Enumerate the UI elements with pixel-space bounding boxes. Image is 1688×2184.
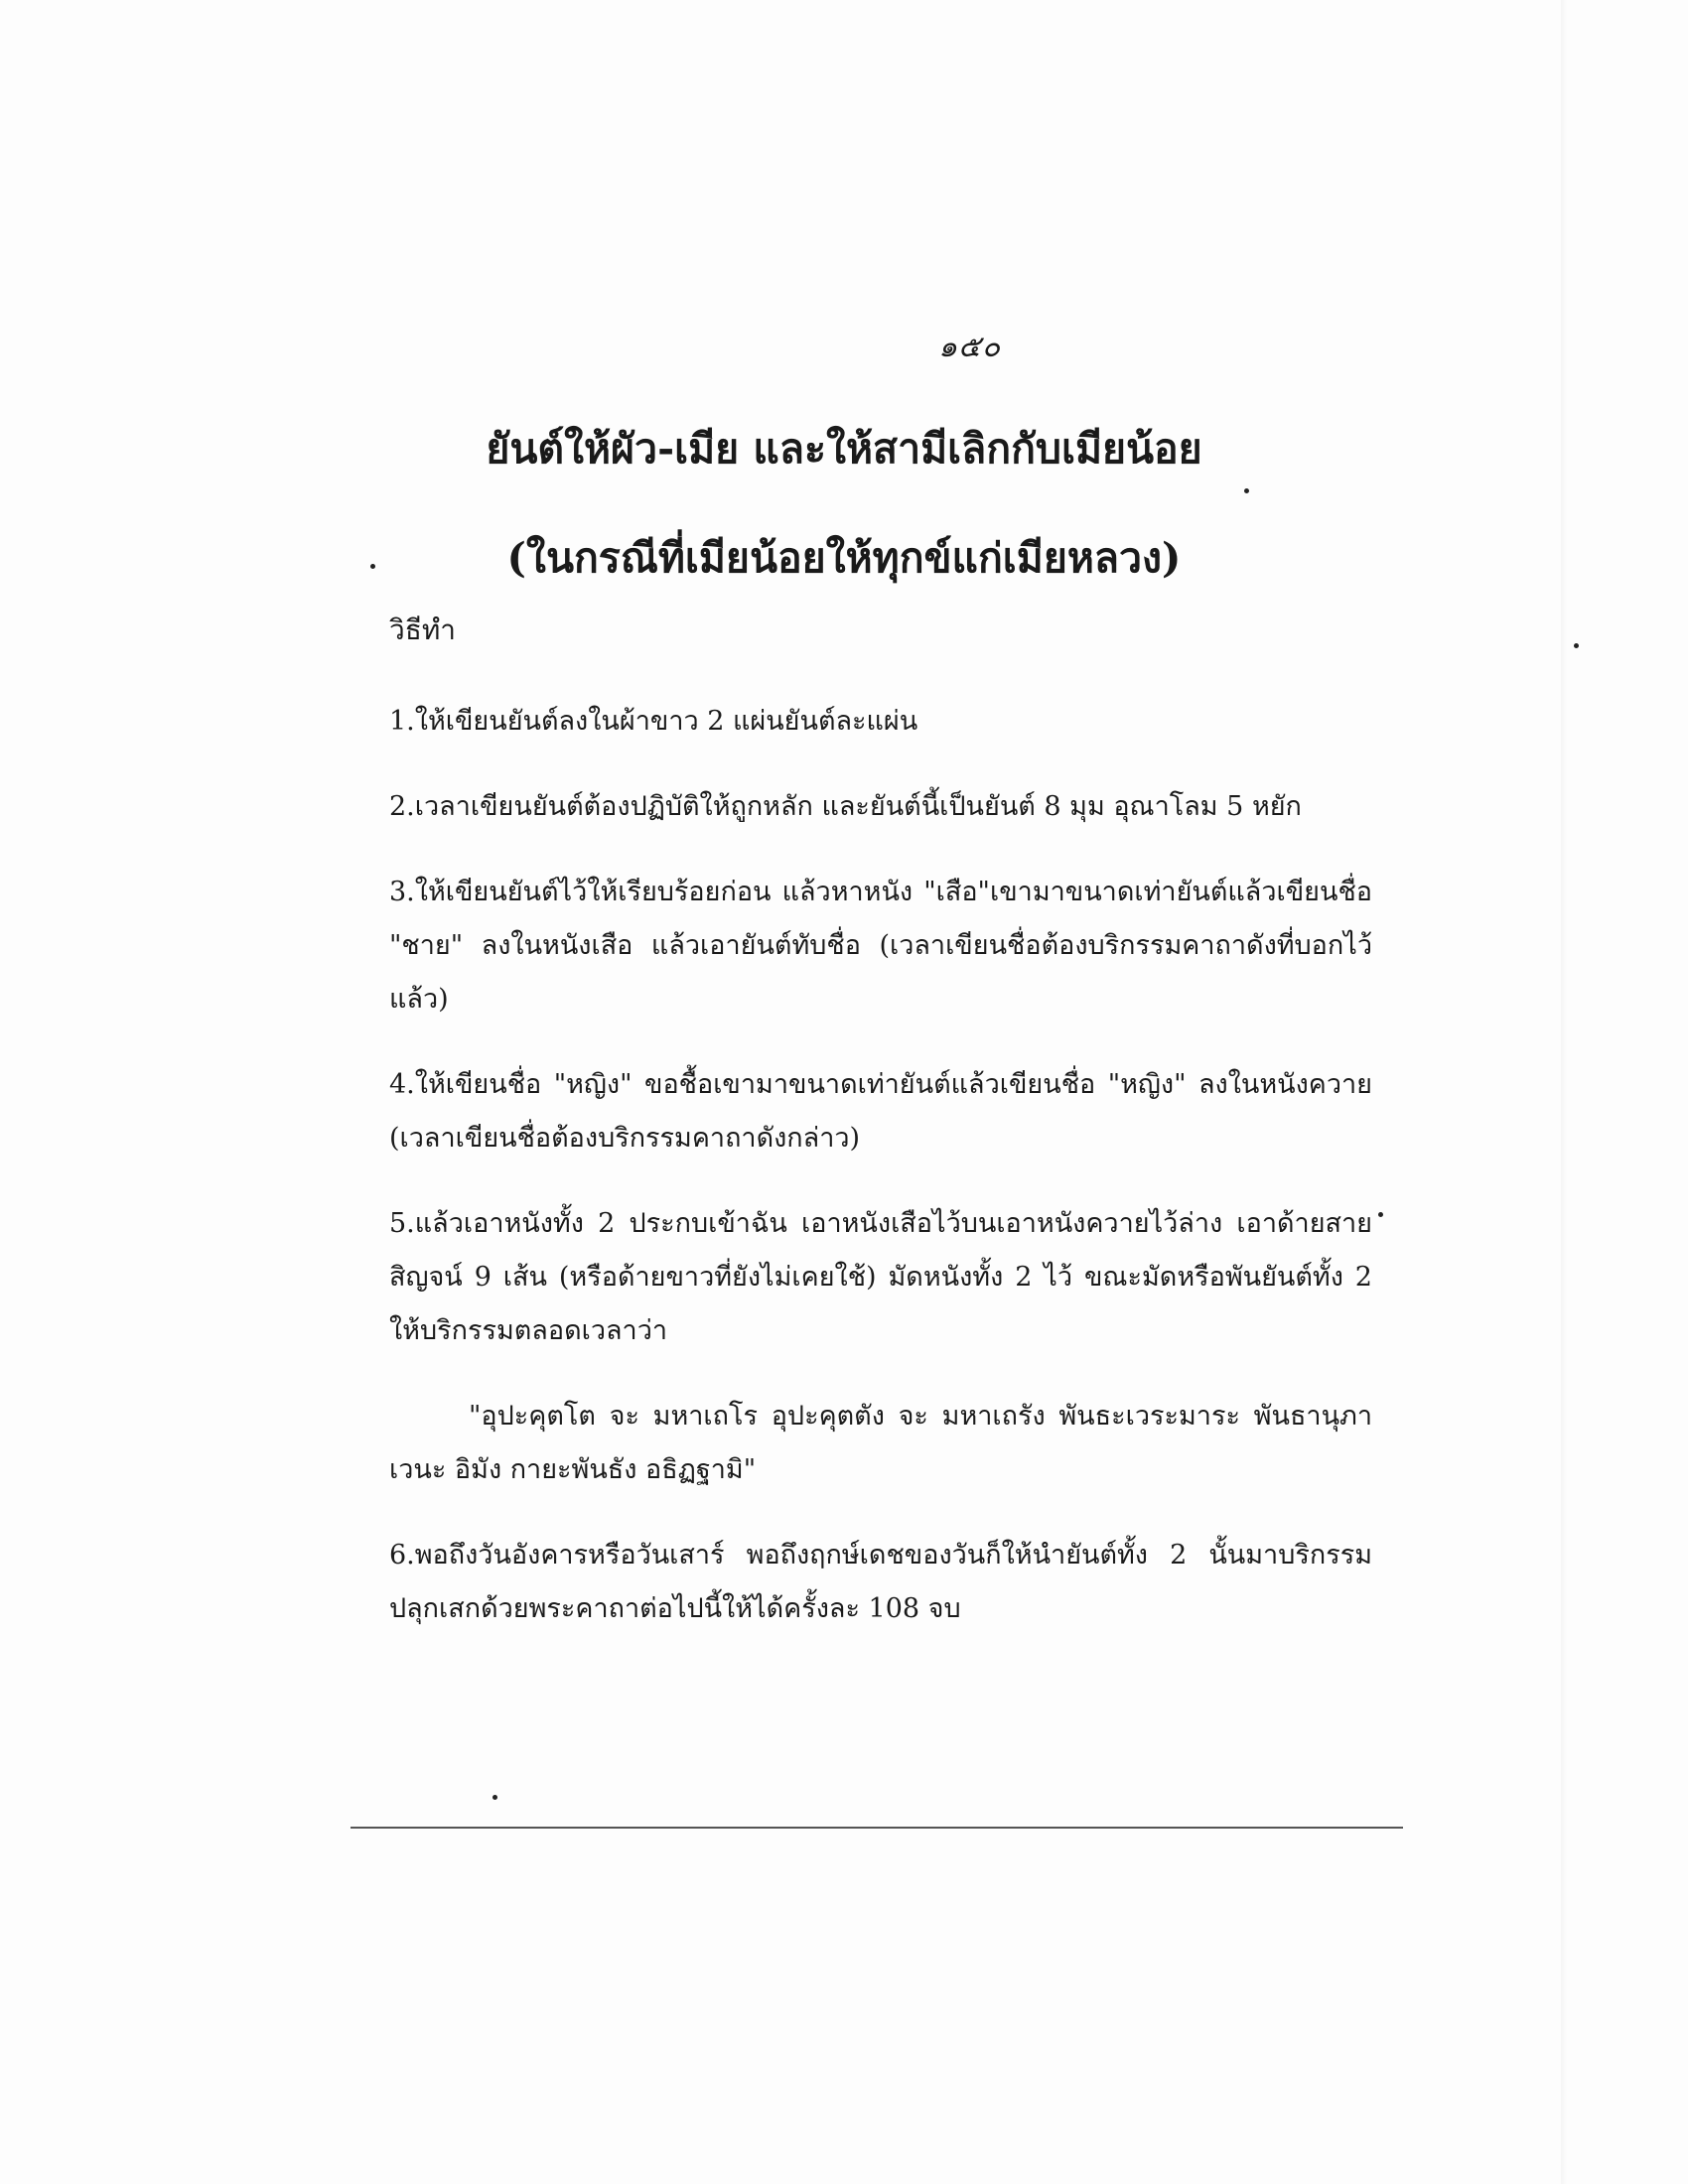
scan-speck xyxy=(370,564,375,569)
page-number: ๑๕๐ xyxy=(938,330,1002,364)
scan-speck xyxy=(1244,488,1249,493)
paragraph-step-3: 3.ให้เขียนยันต์ไว้ให้เรียบร้อยก่อน แล้วหาหนัง "เสือ"เขามาขนาดเท่ายันต์แล้วเขียนชื่อ "ชาย" ลงในหนังเสือ แล้วเอายันต์ทับชื่อ (เวลาเขียนชื่อต้องบริกรรมคาถาดังที่บอกไว้แล้ว) xyxy=(389,877,1372,1015)
scan-speck xyxy=(1378,1212,1383,1217)
section-heading: วิธีทำ xyxy=(389,614,456,646)
paragraph-step-6: 6.พอถึงวันอังคารหรือวันเสาร์ พอถึงฤกษ์เดชของวันก็ให้นำยันต์ทั้ง 2 นั้นมาบริกรรมปลุกเสกด้วยพระคาถาต่อไปนี้ให้ได้ครั้งละ 108 จบ xyxy=(389,1540,1372,1624)
paragraph-step-1: 1.ให้เขียนยันต์ลงในผ้าขาว 2 แผ่นยันต์ละแผ่น xyxy=(389,706,918,737)
paragraph-step-5: 5.แล้วเอาหนังทั้ง 2 ประกบเข้าฉัน เอาหนังเสือไว้บนเอาหนังควายไว้ล่าง เอาด้ายสายสิญจน์ 9 เส้น (หรือด้ายขาวที่ยังไม่เคยใช้) มัดหนังทั้ง 2 ไว้ ขณะมัดหรือพันยันต์ทั้ง 2 ให้บริกรรมตลอดเวลาว่า xyxy=(389,1208,1372,1346)
paragraph-step-4: 4.ให้เขียนชื่อ "หญิง" ขอชื้อเขามาขนาดเท่ายันต์แล้วเขียนชื่อ "หญิง" ลงในหนังควาย (เวลาเขียนชื่อต้องบริกรรมคาถาดังกล่าว) xyxy=(389,1069,1372,1154)
paragraph-incantation: "อุปะคุตโต จะ มหาเถโร อุปะคุตตัง จะ มหาเถรัง พันธะเวระมาระ พันธานุภาเวนะ อิมัง กายะพันธัง อธิฏฐามิ" xyxy=(389,1401,1372,1485)
scan-edge-shadow xyxy=(1561,0,1567,2184)
bottom-divider xyxy=(351,1827,1403,1829)
document-subtitle: (ในกรณีที่เมียน้อยให้ทุกข์แก่เมียหลวง) xyxy=(506,534,1182,582)
document-title: ยันต์ให้ผัว-เมีย และให้สามีเลิกกับเมียน้อย xyxy=(486,425,1202,473)
scan-speck xyxy=(492,1795,497,1800)
scan-speck xyxy=(1574,643,1579,648)
document-body xyxy=(389,604,1372,1668)
paragraph-step-2: 2.เวลาเขียนยันต์ต้องปฏิบัติให้ถูกหลัก และยันต์นี้เป็นยันต์ 8 มุม อุณาโลม 5 หยัก xyxy=(389,791,1302,822)
